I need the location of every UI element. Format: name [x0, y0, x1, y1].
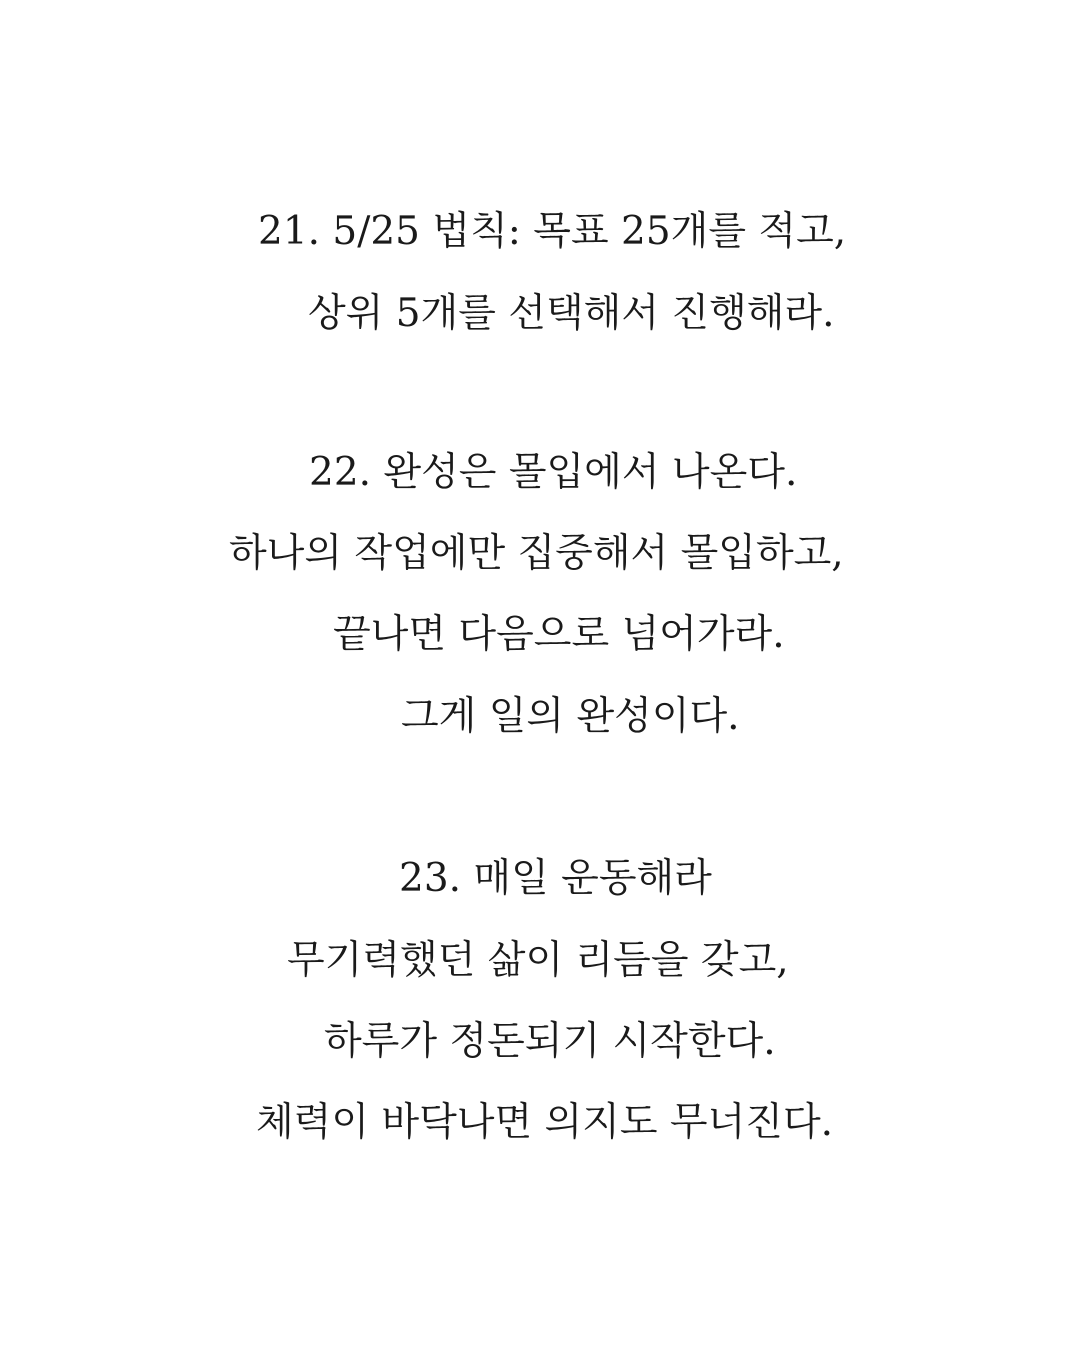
section-23-line-1: 23. 매일 운동해라: [399, 856, 712, 901]
section-22-line-3: 끝나면 다음으로 넘어가라.: [333, 612, 785, 657]
section-21-line-2: 상위 5개를 선택해서 진행해라.: [308, 291, 835, 336]
section-22-line-4: 그게 일의 완성이다.: [401, 694, 740, 739]
section-23-line-3: 하루가 정돈되기 시작한다.: [324, 1019, 776, 1064]
section-23-line-2: 무기력했던 삶이 리듬을 갖고,: [287, 938, 789, 983]
section-23-line-4: 체력이 바닥나면 의지도 무너진다.: [256, 1100, 834, 1145]
section-21-line-1: 21. 5/25 법칙: 목표 25개를 적고,: [258, 209, 847, 254]
section-22-line-1: 22. 완성은 몰입에서 나온다.: [309, 450, 798, 495]
section-22-line-2: 하나의 작업에만 집중해서 몰입하고,: [229, 531, 844, 576]
